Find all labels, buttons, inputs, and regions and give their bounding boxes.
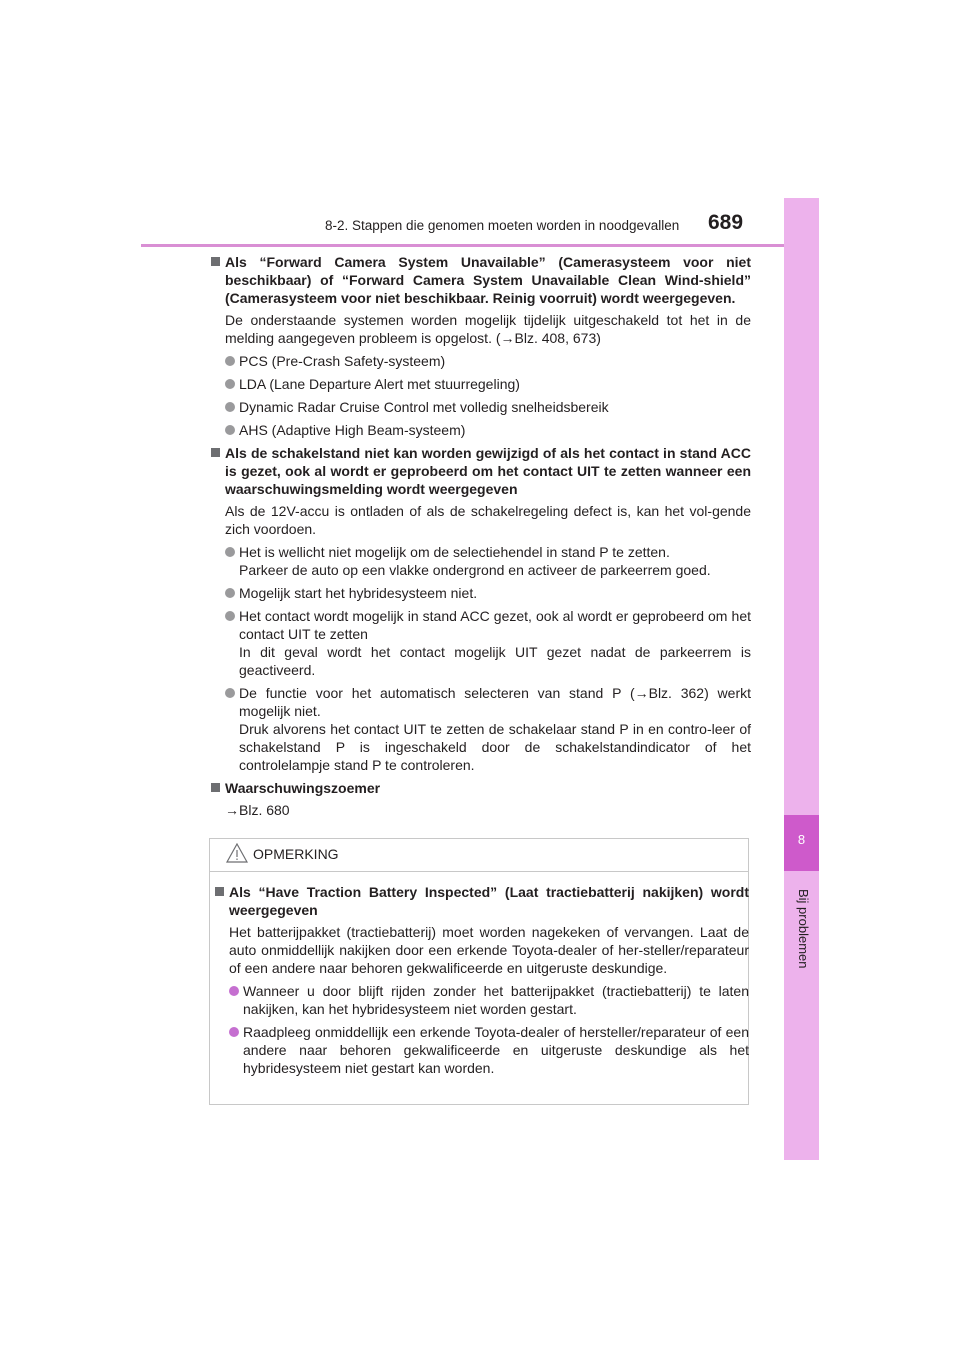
list-item-text: Dynamic Radar Cruise Control met volledig snelheidsbereik xyxy=(239,399,609,415)
square-bullet-icon xyxy=(215,887,224,896)
list-item xyxy=(215,1023,749,1077)
round-bullet-icon xyxy=(225,356,235,366)
list-item-text: Mogelijk start het hybridesysteem niet. xyxy=(239,585,478,601)
notice-header xyxy=(210,839,748,872)
round-bullet-icon xyxy=(225,588,235,598)
list-item xyxy=(211,398,751,416)
chapter-title: Bij problemen xyxy=(796,889,811,969)
square-bullet-icon xyxy=(211,257,220,266)
list-item-text: In dit geval wordt het contact mogelijk UIT gezet nadat de parkeerrem is geactiveerd. xyxy=(239,644,751,678)
section-paragraph: De onderstaande systemen worden mogelijk tijdelijk uitgeschakeld tot het in de melding aangegeven probleem is opgelost. (→Blz. 408, 673) xyxy=(225,312,751,346)
list-item-text: Wanneer u door blijft rijden zonder het batterijpakket (tractiebatterij) te laten nakijken, kan het hybridesysteem niet worden gestart. xyxy=(243,983,749,1017)
list-item-text: Druk alvorens het contact UIT te zetten de schakelaar stand P in en contro-leer of schakelstand P is ingeschakeld door de schakelstandindicator of het controlelampje stand P te controleren. xyxy=(239,721,751,773)
list-item-text: Het is wellicht niet mogelijk om de selectiehendel in stand P te zetten. xyxy=(239,544,670,560)
section-paragraph: Als de 12V-accu is ontladen of als de schakelregeling defect is, kan het vol-gende zich voordoen. xyxy=(225,503,751,537)
section-heading: Waarschuwingszoemer xyxy=(211,779,751,797)
round-bullet-icon xyxy=(229,1027,239,1037)
list-item-text: De functie voor het automatisch selecteren van stand P (→Blz. 362) werkt mogelijk niet. xyxy=(239,685,751,719)
notice-box xyxy=(209,838,749,1105)
notice-title: Als “Have Traction Battery Inspected” (Laat tractiebatterij nakijken) wordt weergegeven xyxy=(215,883,749,919)
list-item-text: Raadpleeg onmiddellijk een erkende Toyota-dealer of hersteller/reparateur of een andere naar behoren gekwalificeerde en uitgeruste deskundige als het hybridesysteem niet gestart kan worden. xyxy=(243,1024,749,1076)
list-item xyxy=(211,607,751,679)
round-bullet-icon xyxy=(229,986,239,996)
section-heading: Als “Forward Camera System Unavailable” (Camerasysteem voor niet beschikbaar) of “Forward Camera System Unavailable Clean Wind-shield” (Camerasysteem voor niet beschikbaar. Reinig voorruit) wordt weergegeven. xyxy=(211,253,751,307)
list-item xyxy=(211,584,751,602)
round-bullet-icon xyxy=(225,425,235,435)
header-divider xyxy=(141,244,819,247)
round-bullet-icon xyxy=(225,402,235,412)
warning-triangle-icon xyxy=(226,843,248,863)
list-item xyxy=(211,684,751,774)
list-item xyxy=(211,352,751,370)
list-item-text: PCS (Pre-Crash Safety-systeem) xyxy=(239,353,446,369)
chapter-number: 8 xyxy=(797,832,806,847)
square-bullet-icon xyxy=(211,783,220,792)
square-bullet-icon xyxy=(211,448,220,457)
list-item-text: Parkeer de auto op een vlakke ondergrond en activeer de parkeerrem goed. xyxy=(239,562,711,578)
round-bullet-icon xyxy=(225,611,235,621)
notice-label: OPMERKING xyxy=(253,846,339,862)
main-content xyxy=(211,253,751,824)
list-item xyxy=(211,375,751,393)
round-bullet-icon xyxy=(225,688,235,698)
list-item xyxy=(211,543,751,579)
round-bullet-icon xyxy=(225,379,235,389)
page-number: 689 xyxy=(708,211,744,234)
notice-paragraph: Het batterijpakket (tractiebatterij) moet worden nagekeken of vervangen. Laat de auto onmiddellijk nakijken door een erkende Toyota-dealer of her-steller/reparateur of een andere naar behoren gekwalificeerde en uitgeruste deskundige. xyxy=(229,924,749,976)
list-item xyxy=(211,421,751,439)
round-bullet-icon xyxy=(225,547,235,557)
running-header-title: 8-2. Stappen die genomen moeten worden in noodgevallen xyxy=(325,218,680,233)
section-paragraph: →Blz. 680 xyxy=(225,802,290,818)
chapter-side-tab xyxy=(784,198,819,1160)
section-heading: Als de schakelstand niet kan worden gewijzigd of als het contact in stand ACC is gezet, ook al wordt er geprobeerd om het contact UIT te zetten wanneer een waarschuwingsmelding wordt weergegeven xyxy=(211,444,751,498)
list-item-text: AHS (Adaptive High Beam-systeem) xyxy=(239,422,466,438)
list-item-text: Het contact wordt mogelijk in stand ACC gezet, ook al wordt er geprobeerd om het contact UIT te zetten xyxy=(239,608,751,642)
list-item-text: LDA (Lane Departure Alert met stuurregeling) xyxy=(239,376,520,392)
notice-body xyxy=(215,883,749,1082)
list-item xyxy=(215,982,749,1018)
